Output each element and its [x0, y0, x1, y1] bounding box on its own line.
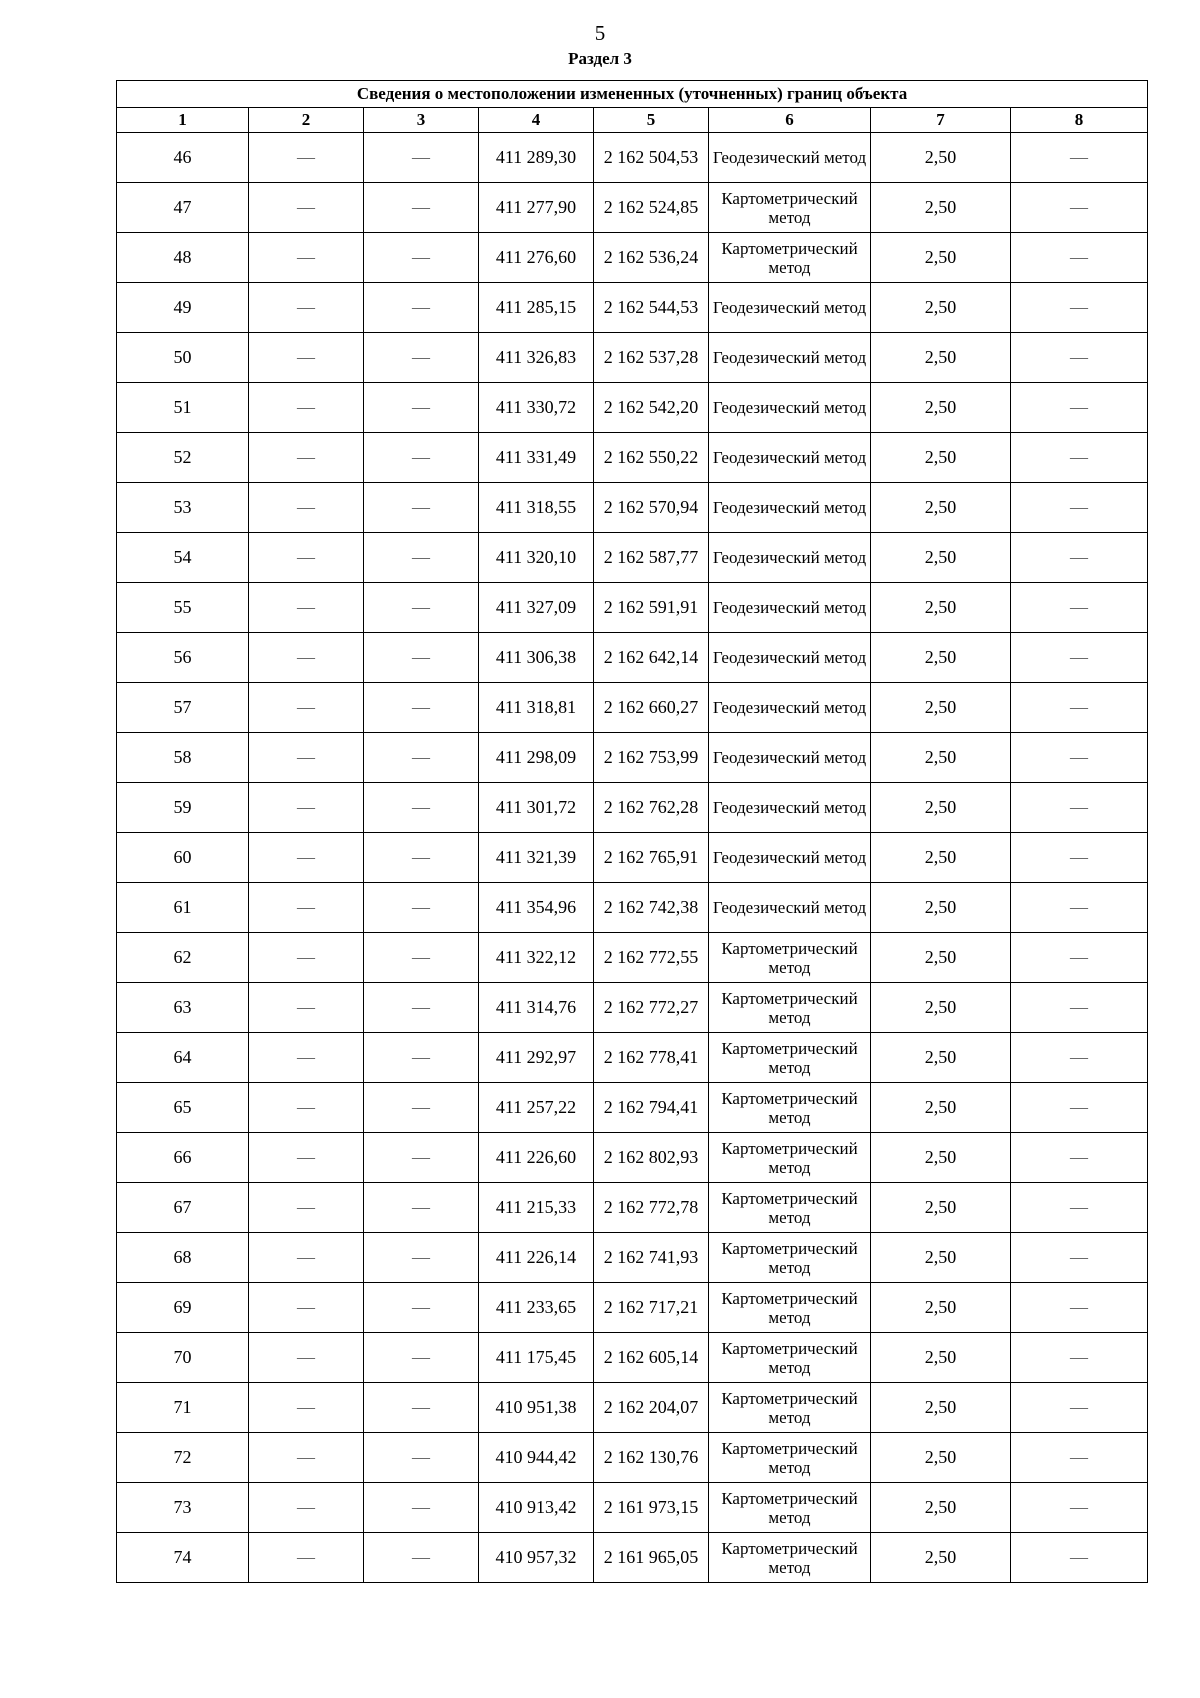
y-coordinate-cell: 2 162 660,27 [594, 683, 709, 733]
method-cell: Геодезический метод [709, 333, 871, 383]
column-3-cell: — [364, 383, 479, 433]
x-coordinate-cell: 411 321,39 [479, 833, 594, 883]
table-row [117, 1333, 1148, 1383]
column-8-cell: — [1011, 1433, 1148, 1483]
column-2-cell: — [249, 1533, 364, 1583]
column-3-cell: — [364, 183, 479, 233]
table-row [117, 283, 1148, 333]
x-coordinate-cell: 411 322,12 [479, 933, 594, 983]
column-3-cell: — [364, 233, 479, 283]
y-coordinate-cell: 2 162 605,14 [594, 1333, 709, 1383]
y-coordinate-cell: 2 162 772,78 [594, 1183, 709, 1233]
column-3-cell: — [364, 133, 479, 183]
column-8-cell: — [1011, 333, 1148, 383]
column-8-cell: — [1011, 1083, 1148, 1133]
column-2-cell: — [249, 1133, 364, 1183]
column-2-cell: — [249, 1233, 364, 1283]
column-3-cell: — [364, 1533, 479, 1583]
y-coordinate-cell: 2 162 717,21 [594, 1283, 709, 1333]
column-8-cell: — [1011, 133, 1148, 183]
column-8-cell: — [1011, 783, 1148, 833]
column-3-cell: — [364, 533, 479, 583]
column-3-cell: — [364, 1283, 479, 1333]
accuracy-cell: 2,50 [871, 1283, 1011, 1333]
column-8-cell: — [1011, 433, 1148, 483]
x-coordinate-cell: 411 314,76 [479, 983, 594, 1033]
accuracy-cell: 2,50 [871, 183, 1011, 233]
column-2-cell: — [249, 1183, 364, 1233]
y-coordinate-cell: 2 162 794,41 [594, 1083, 709, 1133]
x-coordinate-cell: 411 285,15 [479, 283, 594, 333]
column-2-cell: — [249, 1033, 364, 1083]
point-number-cell: 52 [117, 433, 249, 483]
table-row [117, 1083, 1148, 1133]
column-8-cell: — [1011, 733, 1148, 783]
accuracy-cell: 2,50 [871, 433, 1011, 483]
method-cell: Картометрический метод [709, 1183, 871, 1233]
accuracy-cell: 2,50 [871, 833, 1011, 883]
table-row [117, 1233, 1148, 1283]
page-number: 5 [594, 21, 606, 45]
column-3-cell: — [364, 1233, 479, 1283]
x-coordinate-cell: 411 301,72 [479, 783, 594, 833]
x-coordinate-cell: 411 233,65 [479, 1283, 594, 1333]
table-row [117, 1433, 1148, 1483]
table-row [117, 733, 1148, 783]
column-2-cell: — [249, 933, 364, 983]
method-cell: Геодезический метод [709, 733, 871, 783]
column-8-cell: — [1011, 883, 1148, 933]
y-coordinate-cell: 2 162 765,91 [594, 833, 709, 883]
column-3-cell: — [364, 633, 479, 683]
x-coordinate-cell: 411 318,55 [479, 483, 594, 533]
x-coordinate-cell: 411 326,83 [479, 333, 594, 383]
point-number-cell: 53 [117, 483, 249, 533]
y-coordinate-cell: 2 162 537,28 [594, 333, 709, 383]
column-8-cell: — [1011, 183, 1148, 233]
table-row [117, 233, 1148, 283]
column-2-cell: — [249, 233, 364, 283]
y-coordinate-cell: 2 162 778,41 [594, 1033, 709, 1083]
column-3-cell: — [364, 1183, 479, 1233]
column-number-6: 6 [709, 108, 871, 133]
method-cell: Картометрический метод [709, 1533, 871, 1583]
point-number-cell: 63 [117, 983, 249, 1033]
column-8-cell: — [1011, 1483, 1148, 1533]
accuracy-cell: 2,50 [871, 1333, 1011, 1383]
accuracy-cell: 2,50 [871, 583, 1011, 633]
column-3-cell: — [364, 1133, 479, 1183]
y-coordinate-cell: 2 162 642,14 [594, 633, 709, 683]
column-2-cell: — [249, 1083, 364, 1133]
x-coordinate-cell: 410 944,42 [479, 1433, 594, 1483]
x-coordinate-cell: 411 292,97 [479, 1033, 594, 1083]
y-coordinate-cell: 2 162 524,85 [594, 183, 709, 233]
column-8-cell: — [1011, 283, 1148, 333]
accuracy-cell: 2,50 [871, 1483, 1011, 1533]
method-cell: Геодезический метод [709, 633, 871, 683]
accuracy-cell: 2,50 [871, 633, 1011, 683]
column-3-cell: — [364, 433, 479, 483]
y-coordinate-cell: 2 162 741,93 [594, 1233, 709, 1283]
method-cell: Картометрический метод [709, 1483, 871, 1533]
y-coordinate-cell: 2 162 550,22 [594, 433, 709, 483]
table-row [117, 483, 1148, 533]
method-cell: Геодезический метод [709, 433, 871, 483]
column-8-cell: — [1011, 1333, 1148, 1383]
x-coordinate-cell: 411 298,09 [479, 733, 594, 783]
x-coordinate-cell: 411 277,90 [479, 183, 594, 233]
y-coordinate-cell: 2 162 542,20 [594, 383, 709, 433]
y-coordinate-cell: 2 162 742,38 [594, 883, 709, 933]
point-number-cell: 68 [117, 1233, 249, 1283]
column-2-cell: — [249, 683, 364, 733]
column-8-cell: — [1011, 683, 1148, 733]
table-row [117, 933, 1148, 983]
column-2-cell: — [249, 783, 364, 833]
column-2-cell: — [249, 483, 364, 533]
method-cell: Картометрический метод [709, 1233, 871, 1283]
y-coordinate-cell: 2 162 587,77 [594, 533, 709, 583]
column-number-3: 3 [364, 108, 479, 133]
table-caption: Сведения о местоположении измененных (уточненных) границ объекта [117, 81, 1148, 108]
method-cell: Картометрический метод [709, 183, 871, 233]
column-2-cell: — [249, 1433, 364, 1483]
x-coordinate-cell: 411 226,14 [479, 1233, 594, 1283]
column-number-7: 7 [871, 108, 1011, 133]
column-8-cell: — [1011, 1533, 1148, 1583]
column-8-cell: — [1011, 383, 1148, 433]
accuracy-cell: 2,50 [871, 983, 1011, 1033]
x-coordinate-cell: 411 306,38 [479, 633, 594, 683]
accuracy-cell: 2,50 [871, 133, 1011, 183]
accuracy-cell: 2,50 [871, 683, 1011, 733]
accuracy-cell: 2,50 [871, 1533, 1011, 1583]
y-coordinate-cell: 2 162 772,27 [594, 983, 709, 1033]
column-3-cell: — [364, 283, 479, 333]
point-number-cell: 74 [117, 1533, 249, 1583]
y-coordinate-cell: 2 162 762,28 [594, 783, 709, 833]
point-number-cell: 49 [117, 283, 249, 333]
point-number-cell: 67 [117, 1183, 249, 1233]
y-coordinate-cell: 2 161 965,05 [594, 1533, 709, 1583]
column-2-cell: — [249, 883, 364, 933]
column-number-5: 5 [594, 108, 709, 133]
column-3-cell: — [364, 583, 479, 633]
table-row [117, 433, 1148, 483]
column-8-cell: — [1011, 1283, 1148, 1333]
method-cell: Картометрический метод [709, 1083, 871, 1133]
point-number-cell: 61 [117, 883, 249, 933]
column-2-cell: — [249, 433, 364, 483]
method-cell: Картометрический метод [709, 1433, 871, 1483]
y-coordinate-cell: 2 162 536,24 [594, 233, 709, 283]
point-number-cell: 64 [117, 1033, 249, 1083]
column-8-cell: — [1011, 633, 1148, 683]
y-coordinate-cell: 2 162 753,99 [594, 733, 709, 783]
method-cell: Геодезический метод [709, 683, 871, 733]
point-number-cell: 65 [117, 1083, 249, 1133]
column-2-cell: — [249, 383, 364, 433]
x-coordinate-cell: 411 276,60 [479, 233, 594, 283]
y-coordinate-cell: 2 162 544,53 [594, 283, 709, 333]
table-row [117, 883, 1148, 933]
column-number-8: 8 [1011, 108, 1148, 133]
point-number-cell: 58 [117, 733, 249, 783]
y-coordinate-cell: 2 162 204,07 [594, 1383, 709, 1433]
y-coordinate-cell: 2 162 570,94 [594, 483, 709, 533]
point-number-cell: 60 [117, 833, 249, 883]
column-number-1: 1 [117, 108, 249, 133]
table-row [117, 533, 1148, 583]
y-coordinate-cell: 2 162 802,93 [594, 1133, 709, 1183]
accuracy-cell: 2,50 [871, 933, 1011, 983]
accuracy-cell: 2,50 [871, 1133, 1011, 1183]
column-3-cell: — [364, 683, 479, 733]
method-cell: Картометрический метод [709, 1283, 871, 1333]
method-cell: Геодезический метод [709, 783, 871, 833]
x-coordinate-cell: 411 330,72 [479, 383, 594, 433]
column-2-cell: — [249, 1333, 364, 1383]
x-coordinate-cell: 411 226,60 [479, 1133, 594, 1183]
accuracy-cell: 2,50 [871, 1233, 1011, 1283]
method-cell: Геодезический метод [709, 583, 871, 633]
accuracy-cell: 2,50 [871, 383, 1011, 433]
column-2-cell: — [249, 633, 364, 683]
method-cell: Геодезический метод [709, 283, 871, 333]
column-8-cell: — [1011, 533, 1148, 583]
table-row [117, 1183, 1148, 1233]
column-number-row [117, 108, 1148, 133]
method-cell: Геодезический метод [709, 833, 871, 883]
column-3-cell: — [364, 1483, 479, 1533]
y-coordinate-cell: 2 162 772,55 [594, 933, 709, 983]
method-cell: Геодезический метод [709, 383, 871, 433]
column-8-cell: — [1011, 833, 1148, 883]
point-number-cell: 46 [117, 133, 249, 183]
point-number-cell: 73 [117, 1483, 249, 1533]
method-cell: Картометрический метод [709, 983, 871, 1033]
x-coordinate-cell: 411 331,49 [479, 433, 594, 483]
column-2-cell: — [249, 1383, 364, 1433]
column-8-cell: — [1011, 233, 1148, 283]
table-row [117, 1483, 1148, 1533]
table-row [117, 133, 1148, 183]
table-row [117, 783, 1148, 833]
column-number-4: 4 [479, 108, 594, 133]
table-row [117, 683, 1148, 733]
column-8-cell: — [1011, 1133, 1148, 1183]
accuracy-cell: 2,50 [871, 1183, 1011, 1233]
x-coordinate-cell: 411 215,33 [479, 1183, 594, 1233]
point-number-cell: 72 [117, 1433, 249, 1483]
column-8-cell: — [1011, 933, 1148, 983]
accuracy-cell: 2,50 [871, 333, 1011, 383]
accuracy-cell: 2,50 [871, 283, 1011, 333]
column-3-cell: — [364, 783, 479, 833]
table-row [117, 183, 1148, 233]
accuracy-cell: 2,50 [871, 1083, 1011, 1133]
column-3-cell: — [364, 333, 479, 383]
accuracy-cell: 2,50 [871, 1383, 1011, 1433]
column-2-cell: — [249, 133, 364, 183]
column-3-cell: — [364, 1333, 479, 1383]
method-cell: Картометрический метод [709, 233, 871, 283]
method-cell: Геодезический метод [709, 483, 871, 533]
table-row [117, 1383, 1148, 1433]
accuracy-cell: 2,50 [871, 883, 1011, 933]
point-number-cell: 66 [117, 1133, 249, 1183]
method-cell: Картометрический метод [709, 1383, 871, 1433]
column-3-cell: — [364, 1083, 479, 1133]
x-coordinate-cell: 411 175,45 [479, 1333, 594, 1383]
table-row [117, 1533, 1148, 1583]
accuracy-cell: 2,50 [871, 783, 1011, 833]
point-number-cell: 62 [117, 933, 249, 983]
table-row [117, 833, 1148, 883]
section-title: Раздел 3 [568, 49, 632, 68]
column-2-cell: — [249, 1283, 364, 1333]
column-2-cell: — [249, 1483, 364, 1533]
column-8-cell: — [1011, 1233, 1148, 1283]
method-cell: Картометрический метод [709, 933, 871, 983]
table-row [117, 1283, 1148, 1333]
column-8-cell: — [1011, 1183, 1148, 1233]
column-8-cell: — [1011, 1033, 1148, 1083]
x-coordinate-cell: 411 318,81 [479, 683, 594, 733]
point-number-cell: 69 [117, 1283, 249, 1333]
table-row [117, 383, 1148, 433]
table-body [117, 133, 1148, 1583]
x-coordinate-cell: 410 913,42 [479, 1483, 594, 1533]
boundary-coordinates-table [116, 80, 1148, 1583]
point-number-cell: 48 [117, 233, 249, 283]
accuracy-cell: 2,50 [871, 483, 1011, 533]
accuracy-cell: 2,50 [871, 533, 1011, 583]
column-3-cell: — [364, 1033, 479, 1083]
accuracy-cell: 2,50 [871, 733, 1011, 783]
column-3-cell: — [364, 1383, 479, 1433]
method-cell: Геодезический метод [709, 883, 871, 933]
column-2-cell: — [249, 283, 364, 333]
method-cell: Геодезический метод [709, 533, 871, 583]
point-number-cell: 56 [117, 633, 249, 683]
point-number-cell: 51 [117, 383, 249, 433]
x-coordinate-cell: 411 289,30 [479, 133, 594, 183]
table-row [117, 1033, 1148, 1083]
point-number-cell: 55 [117, 583, 249, 633]
column-3-cell: — [364, 983, 479, 1033]
column-3-cell: — [364, 833, 479, 883]
table-row [117, 1133, 1148, 1183]
column-2-cell: — [249, 333, 364, 383]
table-row [117, 983, 1148, 1033]
column-3-cell: — [364, 883, 479, 933]
point-number-cell: 70 [117, 1333, 249, 1383]
x-coordinate-cell: 410 951,38 [479, 1383, 594, 1433]
table-row [117, 583, 1148, 633]
x-coordinate-cell: 411 354,96 [479, 883, 594, 933]
y-coordinate-cell: 2 162 130,76 [594, 1433, 709, 1483]
column-2-cell: — [249, 183, 364, 233]
x-coordinate-cell: 411 257,22 [479, 1083, 594, 1133]
point-number-cell: 71 [117, 1383, 249, 1433]
point-number-cell: 57 [117, 683, 249, 733]
accuracy-cell: 2,50 [871, 233, 1011, 283]
method-cell: Картометрический метод [709, 1333, 871, 1383]
x-coordinate-cell: 411 327,09 [479, 583, 594, 633]
column-8-cell: — [1011, 1383, 1148, 1433]
column-2-cell: — [249, 583, 364, 633]
x-coordinate-cell: 411 320,10 [479, 533, 594, 583]
column-3-cell: — [364, 733, 479, 783]
point-number-cell: 54 [117, 533, 249, 583]
column-8-cell: — [1011, 983, 1148, 1033]
method-cell: Картометрический метод [709, 1133, 871, 1183]
column-2-cell: — [249, 733, 364, 783]
column-number-2: 2 [249, 108, 364, 133]
column-2-cell: — [249, 983, 364, 1033]
column-8-cell: — [1011, 483, 1148, 533]
column-3-cell: — [364, 1433, 479, 1483]
y-coordinate-cell: 2 161 973,15 [594, 1483, 709, 1533]
accuracy-cell: 2,50 [871, 1433, 1011, 1483]
column-8-cell: — [1011, 583, 1148, 633]
accuracy-cell: 2,50 [871, 1033, 1011, 1083]
point-number-cell: 47 [117, 183, 249, 233]
column-2-cell: — [249, 533, 364, 583]
point-number-cell: 50 [117, 333, 249, 383]
table-row [117, 333, 1148, 383]
y-coordinate-cell: 2 162 591,91 [594, 583, 709, 633]
column-2-cell: — [249, 833, 364, 883]
table-row [117, 633, 1148, 683]
point-number-cell: 59 [117, 783, 249, 833]
method-cell: Геодезический метод [709, 133, 871, 183]
x-coordinate-cell: 410 957,32 [479, 1533, 594, 1583]
method-cell: Картометрический метод [709, 1033, 871, 1083]
y-coordinate-cell: 2 162 504,53 [594, 133, 709, 183]
column-3-cell: — [364, 933, 479, 983]
column-3-cell: — [364, 483, 479, 533]
